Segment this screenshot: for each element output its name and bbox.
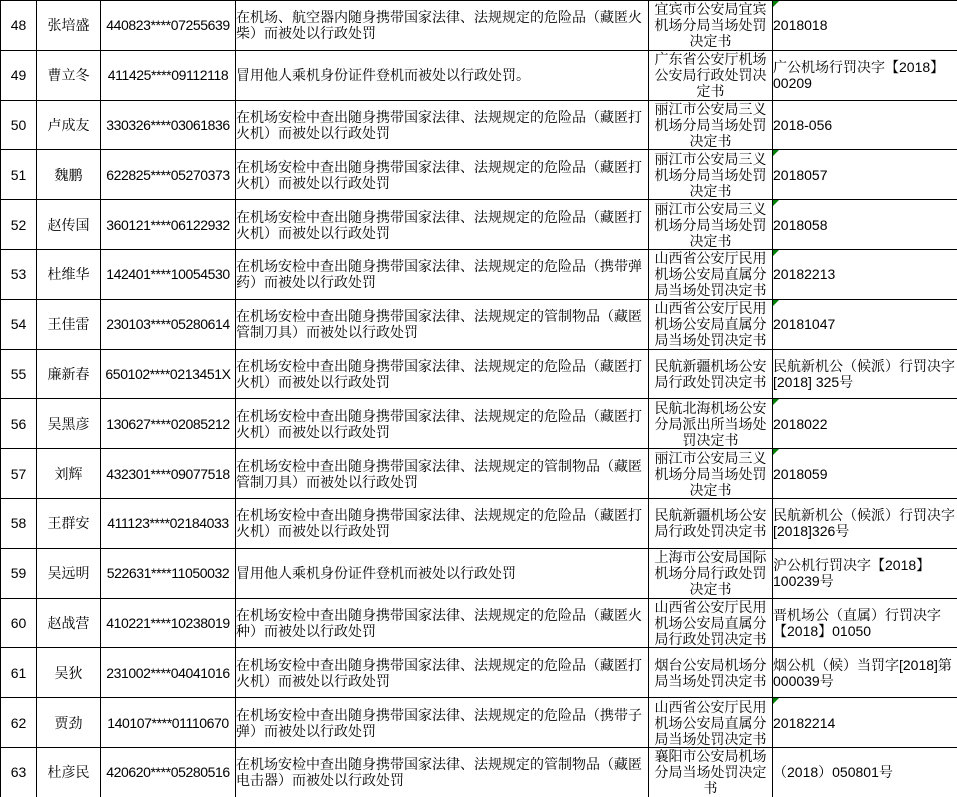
authority-cell-text: 丽江市公安局三义机场分局当场处罚决定书 <box>654 449 767 498</box>
row-index-cell-text: 62 <box>10 714 27 731</box>
authority-cell[interactable] <box>649 747 773 797</box>
doc-number-cell[interactable] <box>773 498 957 548</box>
authority-cell-text: 民航新疆机场公安局行政处罚决定书 <box>654 357 767 390</box>
table-row <box>1 747 957 797</box>
id-number-cell-text: 140107****01110670 <box>107 714 229 731</box>
row-index-cell[interactable] <box>1 449 37 499</box>
violation-cell[interactable] <box>236 299 649 349</box>
authority-cell[interactable] <box>649 249 773 299</box>
number-stored-as-text-flag-icon <box>773 449 779 455</box>
name-cell[interactable] <box>37 399 101 449</box>
doc-number-cell-text: （2018）050801号 <box>773 764 893 781</box>
violation-cell[interactable] <box>236 498 649 548</box>
id-number-cell[interactable] <box>101 249 236 299</box>
name-cell-text: 魏鹏 <box>54 166 83 183</box>
violation-cell[interactable] <box>236 548 649 598</box>
doc-number-cell-text: 2018058 <box>773 216 828 233</box>
table-row <box>1 150 957 200</box>
authority-cell[interactable] <box>649 299 773 349</box>
name-cell[interactable] <box>37 50 101 100</box>
row-index-cell[interactable] <box>1 150 37 200</box>
doc-number-cell-text: 2018059 <box>773 465 828 482</box>
name-cell-text: 廉新春 <box>47 365 90 382</box>
name-cell-text: 赵传国 <box>47 216 90 233</box>
id-number-cell-text: 360121****06122932 <box>106 216 230 233</box>
id-number-cell-text: 622825****05270373 <box>106 166 230 183</box>
name-cell-text: 张培盛 <box>47 17 90 34</box>
id-number-cell-text: 330326****03061836 <box>106 116 230 133</box>
row-index-cell-text: 63 <box>10 764 27 781</box>
id-number-cell[interactable] <box>101 698 236 748</box>
doc-number-cell-text: 民航新机公（候派）行罚决字[2018] 325号 <box>773 357 955 390</box>
violation-cell-text: 在机场安检中查出随身携带国家法律、法规规定的危险品（藏匿打火机）而被处以行政处罚 <box>236 507 642 540</box>
row-index-cell-text: 58 <box>10 515 27 532</box>
doc-number-cell-text: 20182214 <box>773 714 836 731</box>
name-cell[interactable] <box>37 498 101 548</box>
name-cell[interactable] <box>37 349 101 399</box>
table-row <box>1 249 957 299</box>
doc-number-cell[interactable] <box>773 598 957 648</box>
name-cell-text: 王群安 <box>47 515 90 532</box>
authority-cell-text: 山西省公安厅民用机场公安局直属分局行政处罚决定书 <box>654 598 767 647</box>
table-row <box>1 299 957 349</box>
doc-number-cell[interactable] <box>773 100 957 150</box>
violation-cell[interactable] <box>236 399 649 449</box>
table-row <box>1 598 957 648</box>
violation-cell[interactable] <box>236 349 649 399</box>
table-row <box>1 548 957 598</box>
row-index-cell-text: 54 <box>10 316 27 333</box>
row-index-cell-text: 53 <box>10 266 27 283</box>
id-number-cell[interactable] <box>101 150 236 200</box>
violation-cell-text: 冒用他人乘机身份证件登机而被处以行政处罚。 <box>236 67 530 84</box>
authority-cell-text: 山西省公安厅民用机场公安局直属分局当场处罚决定书 <box>654 250 767 299</box>
id-number-cell[interactable] <box>101 299 236 349</box>
name-cell-text: 赵战营 <box>47 614 90 631</box>
name-cell[interactable] <box>37 200 101 250</box>
authority-cell-text: 宜宾市公安局宜宾机场分局当场处罚决定书 <box>654 1 767 50</box>
doc-number-cell-text: 广公机场行罚决字【2018】00209 <box>773 59 945 92</box>
id-number-cell[interactable] <box>101 598 236 648</box>
authority-cell-text: 烟台公安局机场分局当场处罚决定书 <box>654 656 767 689</box>
row-index-cell[interactable] <box>1 698 37 748</box>
violation-cell-text: 冒用他人乘机身份证件登机而被处以行政处罚 <box>236 565 516 582</box>
id-number-cell[interactable] <box>101 498 236 548</box>
doc-number-cell[interactable] <box>773 150 957 200</box>
name-cell[interactable] <box>37 598 101 648</box>
violation-cell[interactable] <box>236 648 649 698</box>
row-index-cell[interactable] <box>1 200 37 250</box>
id-number-cell[interactable] <box>101 449 236 499</box>
row-index-cell-text: 57 <box>10 465 27 482</box>
violation-cell-text: 在机场安检中查出随身携带国家法律、法规规定的危险品（藏匿打火机）而被处以行政处罚 <box>236 208 642 241</box>
id-number-cell-text: 130627****02085212 <box>106 415 230 432</box>
authority-cell-text: 丽江市公安局三义机场分局当场处罚决定书 <box>654 150 767 199</box>
row-index-cell-text: 55 <box>10 365 27 382</box>
authority-cell[interactable] <box>649 449 773 499</box>
id-number-cell[interactable] <box>101 648 236 698</box>
doc-number-cell[interactable] <box>773 698 957 748</box>
authority-cell-text: 广东省公安厅机场公安局行政处罚决定书 <box>654 51 767 100</box>
name-cell-text: 贾劲 <box>54 714 83 731</box>
name-cell[interactable] <box>37 548 101 598</box>
number-stored-as-text-flag-icon <box>773 1 779 7</box>
id-number-cell-text: 522631****11050032 <box>106 565 230 582</box>
doc-number-cell[interactable] <box>773 1 957 51</box>
row-index-cell-text: 51 <box>10 166 27 183</box>
row-index-cell[interactable] <box>1 648 37 698</box>
id-number-cell[interactable] <box>101 100 236 150</box>
name-cell[interactable] <box>37 648 101 698</box>
row-index-cell[interactable] <box>1 50 37 100</box>
number-stored-as-text-flag-icon <box>773 250 779 256</box>
name-cell[interactable] <box>37 747 101 797</box>
violation-cell[interactable] <box>236 200 649 250</box>
number-stored-as-text-flag-icon <box>773 200 779 206</box>
authority-cell[interactable] <box>649 50 773 100</box>
authority-cell-text: 民航新疆机场公安局行政处罚决定书 <box>654 507 767 540</box>
id-number-cell-text: 231002****04041016 <box>106 664 230 681</box>
name-cell-text: 王佳雷 <box>47 316 90 333</box>
authority-cell[interactable] <box>649 399 773 449</box>
doc-number-cell-text: 2018018 <box>773 17 828 34</box>
id-number-cell[interactable] <box>101 349 236 399</box>
violation-cell[interactable] <box>236 747 649 797</box>
table-row <box>1 349 957 399</box>
row-index-cell-text: 48 <box>10 17 27 34</box>
doc-number-cell-text: 民航新机公（候派）行罚决字[2018]326号 <box>773 507 955 540</box>
violation-cell-text: 在机场安检中查出随身携带国家法律、法规规定的危险品（藏匿打火机）而被处以行政处罚 <box>236 407 642 440</box>
name-cell[interactable] <box>37 249 101 299</box>
name-cell-text: 吴远明 <box>47 565 90 582</box>
doc-number-cell[interactable] <box>773 648 957 698</box>
doc-number-cell[interactable] <box>773 349 957 399</box>
violation-cell-text: 在机场安检中查出随身携带国家法律、法规规定的危险品（携带子弹）而被处以行政处罚 <box>236 706 642 739</box>
number-stored-as-text-flag-icon <box>773 300 779 306</box>
doc-number-cell-text: 20182213 <box>773 266 836 283</box>
row-index-cell[interactable] <box>1 100 37 150</box>
id-number-cell[interactable] <box>101 1 236 51</box>
id-number-cell[interactable] <box>101 399 236 449</box>
id-number-cell-text: 650102****0213451X <box>105 365 231 382</box>
id-number-cell[interactable] <box>101 747 236 797</box>
id-number-cell-text: 432301****09077518 <box>106 465 230 482</box>
row-index-cell[interactable] <box>1 548 37 598</box>
id-number-cell-text: 440823****07255639 <box>106 17 230 34</box>
violation-cell-text: 在机场安检中查出随身携带国家法律、法规规定的危险品（藏匿打火机）而被处以行政处罚 <box>236 158 642 191</box>
authority-cell-text: 民航北海机场公安分局派出所当场处罚决定书 <box>654 399 767 448</box>
row-index-cell[interactable] <box>1 498 37 548</box>
authority-cell[interactable] <box>649 100 773 150</box>
row-index-cell-text: 61 <box>10 664 27 681</box>
authority-cell[interactable] <box>649 1 773 51</box>
name-cell-text: 吴狄 <box>54 664 83 681</box>
violation-cell[interactable] <box>236 150 649 200</box>
authority-cell-text: 山西省公安厅民用机场公安局直属分局当场处罚决定书 <box>654 698 767 747</box>
authority-cell[interactable] <box>649 349 773 399</box>
number-stored-as-text-flag-icon <box>773 698 779 704</box>
table-row <box>1 698 957 748</box>
authority-cell-text: 襄阳市公安局机场分局当场处罚决定书 <box>654 748 767 797</box>
id-number-cell-text: 411425****09112118 <box>107 67 229 84</box>
doc-number-cell-text: 晋机场公（直属）行罚决字【2018】01050 <box>773 606 941 639</box>
name-cell[interactable] <box>37 449 101 499</box>
row-index-cell[interactable] <box>1 349 37 399</box>
table-row <box>1 498 957 548</box>
name-cell-text: 卢成友 <box>47 116 90 133</box>
table-row <box>1 100 957 150</box>
table-row <box>1 50 957 100</box>
row-index-cell-text: 56 <box>10 415 27 432</box>
row-index-cell[interactable] <box>1 399 37 449</box>
authority-cell[interactable] <box>649 698 773 748</box>
name-cell[interactable] <box>37 1 101 51</box>
name-cell-text: 刘辉 <box>54 465 83 482</box>
table-body <box>1 1 957 797</box>
id-number-cell-text: 230103****05280614 <box>106 316 230 333</box>
violation-cell[interactable] <box>236 249 649 299</box>
violation-cell-text: 在机场安检中查出随身携带国家法律、法规规定的危险品（藏匿火种）而被处以行政处罚 <box>236 606 642 639</box>
row-index-cell[interactable] <box>1 249 37 299</box>
violation-cell-text: 在机场安检中查出随身携带国家法律、法规规定的管制物品（藏匿管制刀具）而被处以行政处罚 <box>236 308 642 341</box>
row-index-cell[interactable] <box>1 747 37 797</box>
authority-cell-text: 丽江市公安局三义机场分局当场处罚决定书 <box>654 100 767 149</box>
row-index-cell-text: 49 <box>10 67 27 84</box>
violation-cell[interactable] <box>236 1 649 51</box>
violation-cell-text: 在机场安检中查出随身携带国家法律、法规规定的管制物品（藏匿管制刀具）而被处以行政处罚 <box>236 457 642 490</box>
row-index-cell[interactable] <box>1 299 37 349</box>
name-cell-text: 曹立冬 <box>47 67 90 84</box>
id-number-cell-text: 411123****02184033 <box>107 515 229 532</box>
authority-cell[interactable] <box>649 598 773 648</box>
table-row <box>1 1 957 51</box>
row-index-cell-text: 60 <box>10 614 27 631</box>
id-number-cell-text: 142401****10054530 <box>106 266 230 283</box>
doc-number-cell[interactable] <box>773 50 957 100</box>
violation-cell-text: 在机场安检中查出随身携带国家法律、法规规定的危险品（藏匿打火机）而被处以行政处罚 <box>236 108 642 141</box>
violation-cell-text: 在机场、航空器内随身携带国家法律、法规规定的危险品（藏匿火柴）而被处以行政处罚 <box>236 9 642 42</box>
authority-cell-text: 上海市公安局国际机场分局行政处罚决定书 <box>654 549 767 598</box>
authority-cell[interactable] <box>649 498 773 548</box>
name-cell[interactable] <box>37 150 101 200</box>
row-index-cell[interactable] <box>1 1 37 51</box>
doc-number-cell[interactable] <box>773 200 957 250</box>
table-row <box>1 449 957 499</box>
number-stored-as-text-flag-icon <box>773 399 779 405</box>
id-number-cell[interactable] <box>101 50 236 100</box>
doc-number-cell[interactable] <box>773 249 957 299</box>
doc-number-cell[interactable] <box>773 449 957 499</box>
row-index-cell-text: 52 <box>10 216 27 233</box>
doc-number-cell[interactable] <box>773 399 957 449</box>
row-index-cell-text: 50 <box>10 116 27 133</box>
doc-number-cell-text: 2018022 <box>773 415 828 432</box>
violation-cell[interactable] <box>236 598 649 648</box>
name-cell-text: 杜维华 <box>47 266 90 283</box>
violation-cell-text: 在机场安检中查出随身携带国家法律、法规规定的危险品（藏匿打火机）而被处以行政处罚 <box>236 656 642 689</box>
table-row <box>1 648 957 698</box>
violation-cell-text: 在机场安检中查出随身携带国家法律、法规规定的危险品（携带弹药）而被处以行政处罚 <box>236 258 642 291</box>
number-stored-as-text-flag-icon <box>773 150 779 156</box>
doc-number-cell-text: 烟公机（候）当罚字[2018]第000039号 <box>773 656 952 689</box>
authority-cell[interactable] <box>649 150 773 200</box>
violation-cell-text: 在机场安检中查出随身携带国家法律、法规规定的管制物品（藏匿电击器）而被处以行政处罚 <box>236 756 642 789</box>
authority-cell[interactable] <box>649 548 773 598</box>
table-row <box>1 399 957 449</box>
name-cell[interactable] <box>37 698 101 748</box>
row-index-cell[interactable] <box>1 598 37 648</box>
doc-number-cell-text: 2018057 <box>773 166 828 183</box>
row-index-cell-text: 59 <box>10 565 27 582</box>
id-number-cell[interactable] <box>101 548 236 598</box>
authority-cell[interactable] <box>649 200 773 250</box>
id-number-cell-text: 410221****10238019 <box>106 614 230 631</box>
doc-number-cell-text: 20181047 <box>773 316 836 333</box>
doc-number-cell[interactable] <box>773 747 957 797</box>
name-cell-text: 杜彦民 <box>47 764 90 781</box>
name-cell[interactable] <box>37 299 101 349</box>
doc-number-cell-text: 沪公机行罚决字【2018】100239号 <box>773 557 931 590</box>
name-cell[interactable] <box>37 100 101 150</box>
name-cell-text: 吴黑彦 <box>47 415 90 432</box>
violation-cell-text: 在机场安检中查出随身携带国家法律、法规规定的危险品（藏匿打火机）而被处以行政处罚 <box>236 357 642 390</box>
violation-cell[interactable] <box>236 100 649 150</box>
violation-cell[interactable] <box>236 50 649 100</box>
doc-number-cell-text: 2018-056 <box>773 116 833 133</box>
id-number-cell-text: 420620****05280516 <box>106 764 230 781</box>
violation-cell[interactable] <box>236 698 649 748</box>
violation-cell[interactable] <box>236 449 649 499</box>
authority-cell[interactable] <box>649 648 773 698</box>
doc-number-cell[interactable] <box>773 299 957 349</box>
authority-cell-text: 山西省公安厅民用机场公安局直属分局当场处罚决定书 <box>654 300 767 349</box>
table-row <box>1 200 957 250</box>
doc-number-cell[interactable] <box>773 548 957 598</box>
authority-cell-text: 丽江市公安局三义机场分局当场处罚决定书 <box>654 200 767 249</box>
id-number-cell[interactable] <box>101 200 236 250</box>
